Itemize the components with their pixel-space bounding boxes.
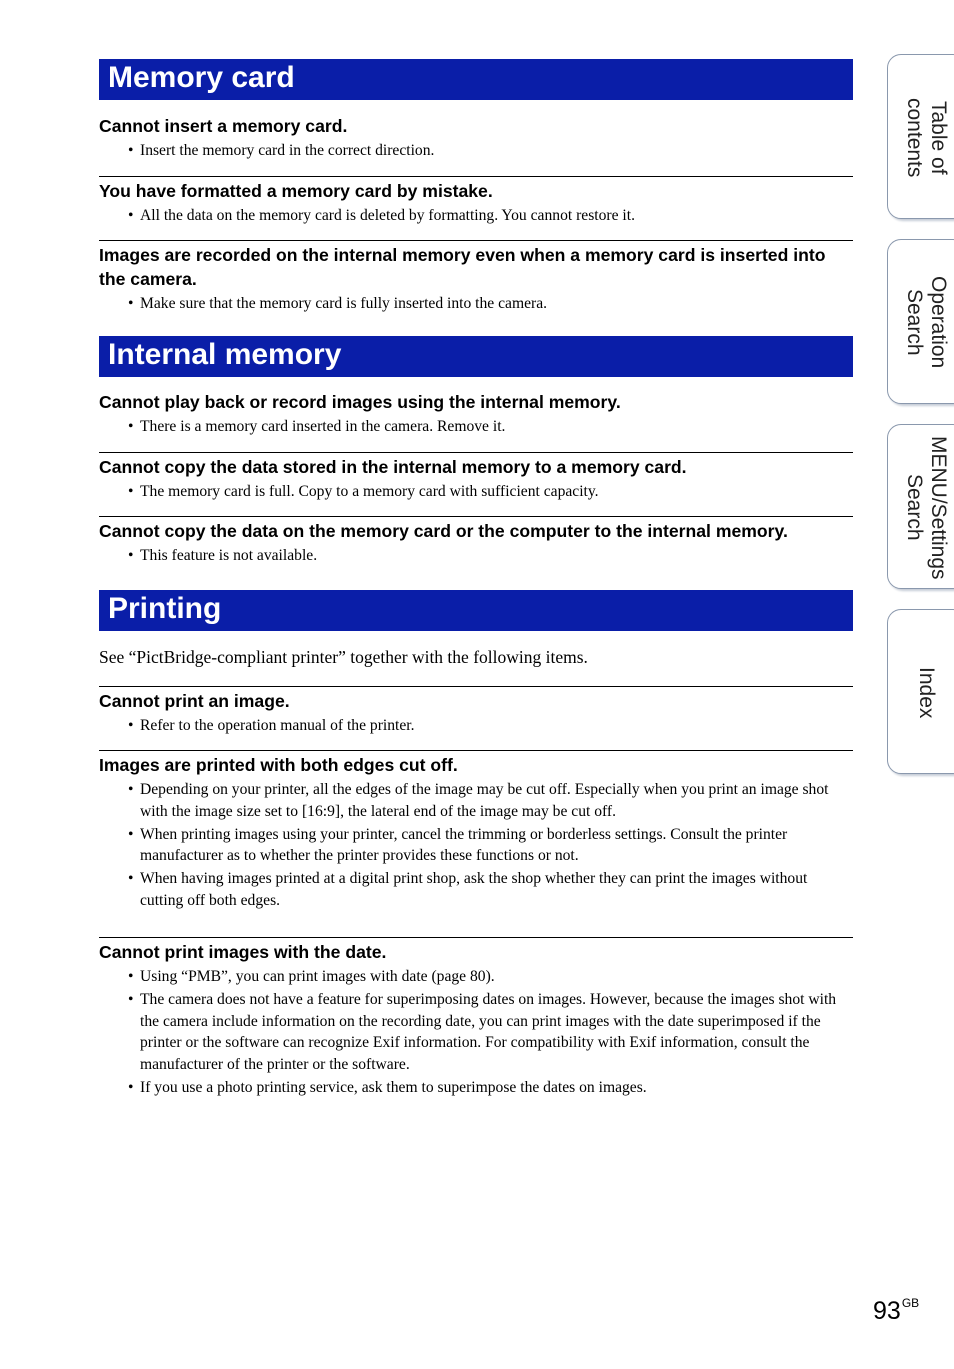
page-content bbox=[99, 59, 853, 1098]
faq-answers bbox=[99, 715, 853, 737]
faq-item bbox=[99, 180, 853, 227]
faq-question: Cannot print an image. bbox=[99, 690, 290, 711]
tab-index[interactable] bbox=[887, 609, 954, 774]
section-heading-printing: Printing bbox=[99, 590, 853, 631]
faq-answer: • Using “PMB”, you can print images with date (page 80). bbox=[128, 966, 853, 988]
faq-question: Cannot copy the data on the memory card or the computer to the internal memory. bbox=[99, 521, 788, 541]
divider bbox=[99, 240, 853, 241]
faq-answer: • Refer to the operation manual of the printer. bbox=[128, 715, 853, 737]
page-number bbox=[873, 1288, 919, 1326]
divider bbox=[99, 750, 853, 751]
tab-label: Index bbox=[915, 666, 938, 719]
faq-answers bbox=[99, 205, 853, 227]
faq-question: Images are recorded on the internal memory even when a memory card is inserted into the camera. bbox=[99, 245, 826, 289]
faq-answer: • All the data on the memory card is deleted by formatting. You cannot restore it. bbox=[128, 205, 853, 227]
divider bbox=[99, 176, 853, 177]
tab-menu-settings-search[interactable] bbox=[887, 424, 954, 589]
faq-item bbox=[99, 391, 853, 438]
tab-operation-search[interactable] bbox=[887, 239, 954, 404]
faq-answer: • There is a memory card inserted in the camera. Remove it. bbox=[128, 416, 853, 438]
section-heading-memory-card: Memory card bbox=[99, 59, 853, 100]
tab-label: Table of contents bbox=[903, 97, 950, 178]
faq-item bbox=[99, 690, 853, 737]
faq-answer: • The camera does not have a feature for superimposing dates on images. However, because the images shot with the camera include information on the recording date, you can print images with the date superimposed if the printer or the software can recognize Exif information. For compatibility with Exif information, consult the manufacturer of the printer or the software. bbox=[128, 989, 853, 1075]
faq-item bbox=[99, 244, 853, 314]
faq-item bbox=[99, 115, 853, 162]
faq-question: Cannot insert a memory card. bbox=[99, 116, 348, 136]
faq-answer: • The memory card is full. Copy to a memory card with sufficient capacity. bbox=[128, 481, 853, 503]
faq-answer: • Make sure that the memory card is fully inserted into the camera. bbox=[128, 293, 853, 315]
faq-answer: • When having images printed at a digital print shop, ask the shop whether they can print the images without cutting off both edges. bbox=[128, 868, 853, 911]
tab-label: MENU/Settings Search bbox=[903, 435, 950, 580]
page-number-value: 93 bbox=[873, 1297, 901, 1325]
faq-question: Cannot play back or record images using the internal memory. bbox=[99, 392, 621, 412]
faq-answers bbox=[99, 779, 853, 911]
faq-question: Images are printed with both edges cut off. bbox=[99, 755, 458, 775]
faq-answer: • Depending on your printer, all the edges of the image may be cut off. Especially when you print an image shot with the image size set to [16:9], the lateral end of the image may be cut off. bbox=[128, 779, 853, 822]
printing-intro: See “PictBridge-compliant printer” together with the following items. bbox=[99, 646, 588, 667]
tab-table-of-contents[interactable] bbox=[887, 54, 954, 219]
faq-question: Cannot copy the data stored in the internal memory to a memory card. bbox=[99, 456, 687, 477]
faq-answer: • If you use a photo printing service, ask them to superimpose the dates on images. bbox=[128, 1077, 853, 1099]
divider bbox=[99, 686, 853, 687]
faq-item bbox=[99, 754, 853, 911]
faq-answer: • This feature is not available. bbox=[128, 545, 853, 567]
faq-answers bbox=[99, 481, 853, 503]
faq-answers bbox=[99, 545, 853, 567]
faq-item bbox=[99, 520, 853, 567]
faq-item bbox=[99, 456, 853, 503]
page-number-suffix: GB bbox=[901, 1296, 920, 1310]
divider bbox=[99, 937, 853, 938]
faq-question: You have formatted a memory card by mistake. bbox=[99, 180, 493, 201]
faq-answers bbox=[99, 140, 853, 162]
faq-question: Cannot print images with the date. bbox=[99, 942, 387, 962]
faq-answers bbox=[99, 966, 853, 1098]
divider bbox=[99, 516, 853, 517]
faq-answers bbox=[99, 293, 853, 315]
faq-answers bbox=[99, 416, 853, 438]
faq-answer: • Insert the memory card in the correct direction. bbox=[128, 140, 853, 162]
section-heading-internal-memory: Internal memory bbox=[99, 336, 853, 377]
divider bbox=[99, 452, 853, 453]
tab-label: Operation Search bbox=[903, 276, 950, 369]
faq-answer: • When printing images using your printer, cancel the trimming or borderless settings. Consult the printer manufacturer as to whether the printer provides these functions or not. bbox=[128, 824, 853, 867]
faq-item bbox=[99, 941, 853, 1098]
